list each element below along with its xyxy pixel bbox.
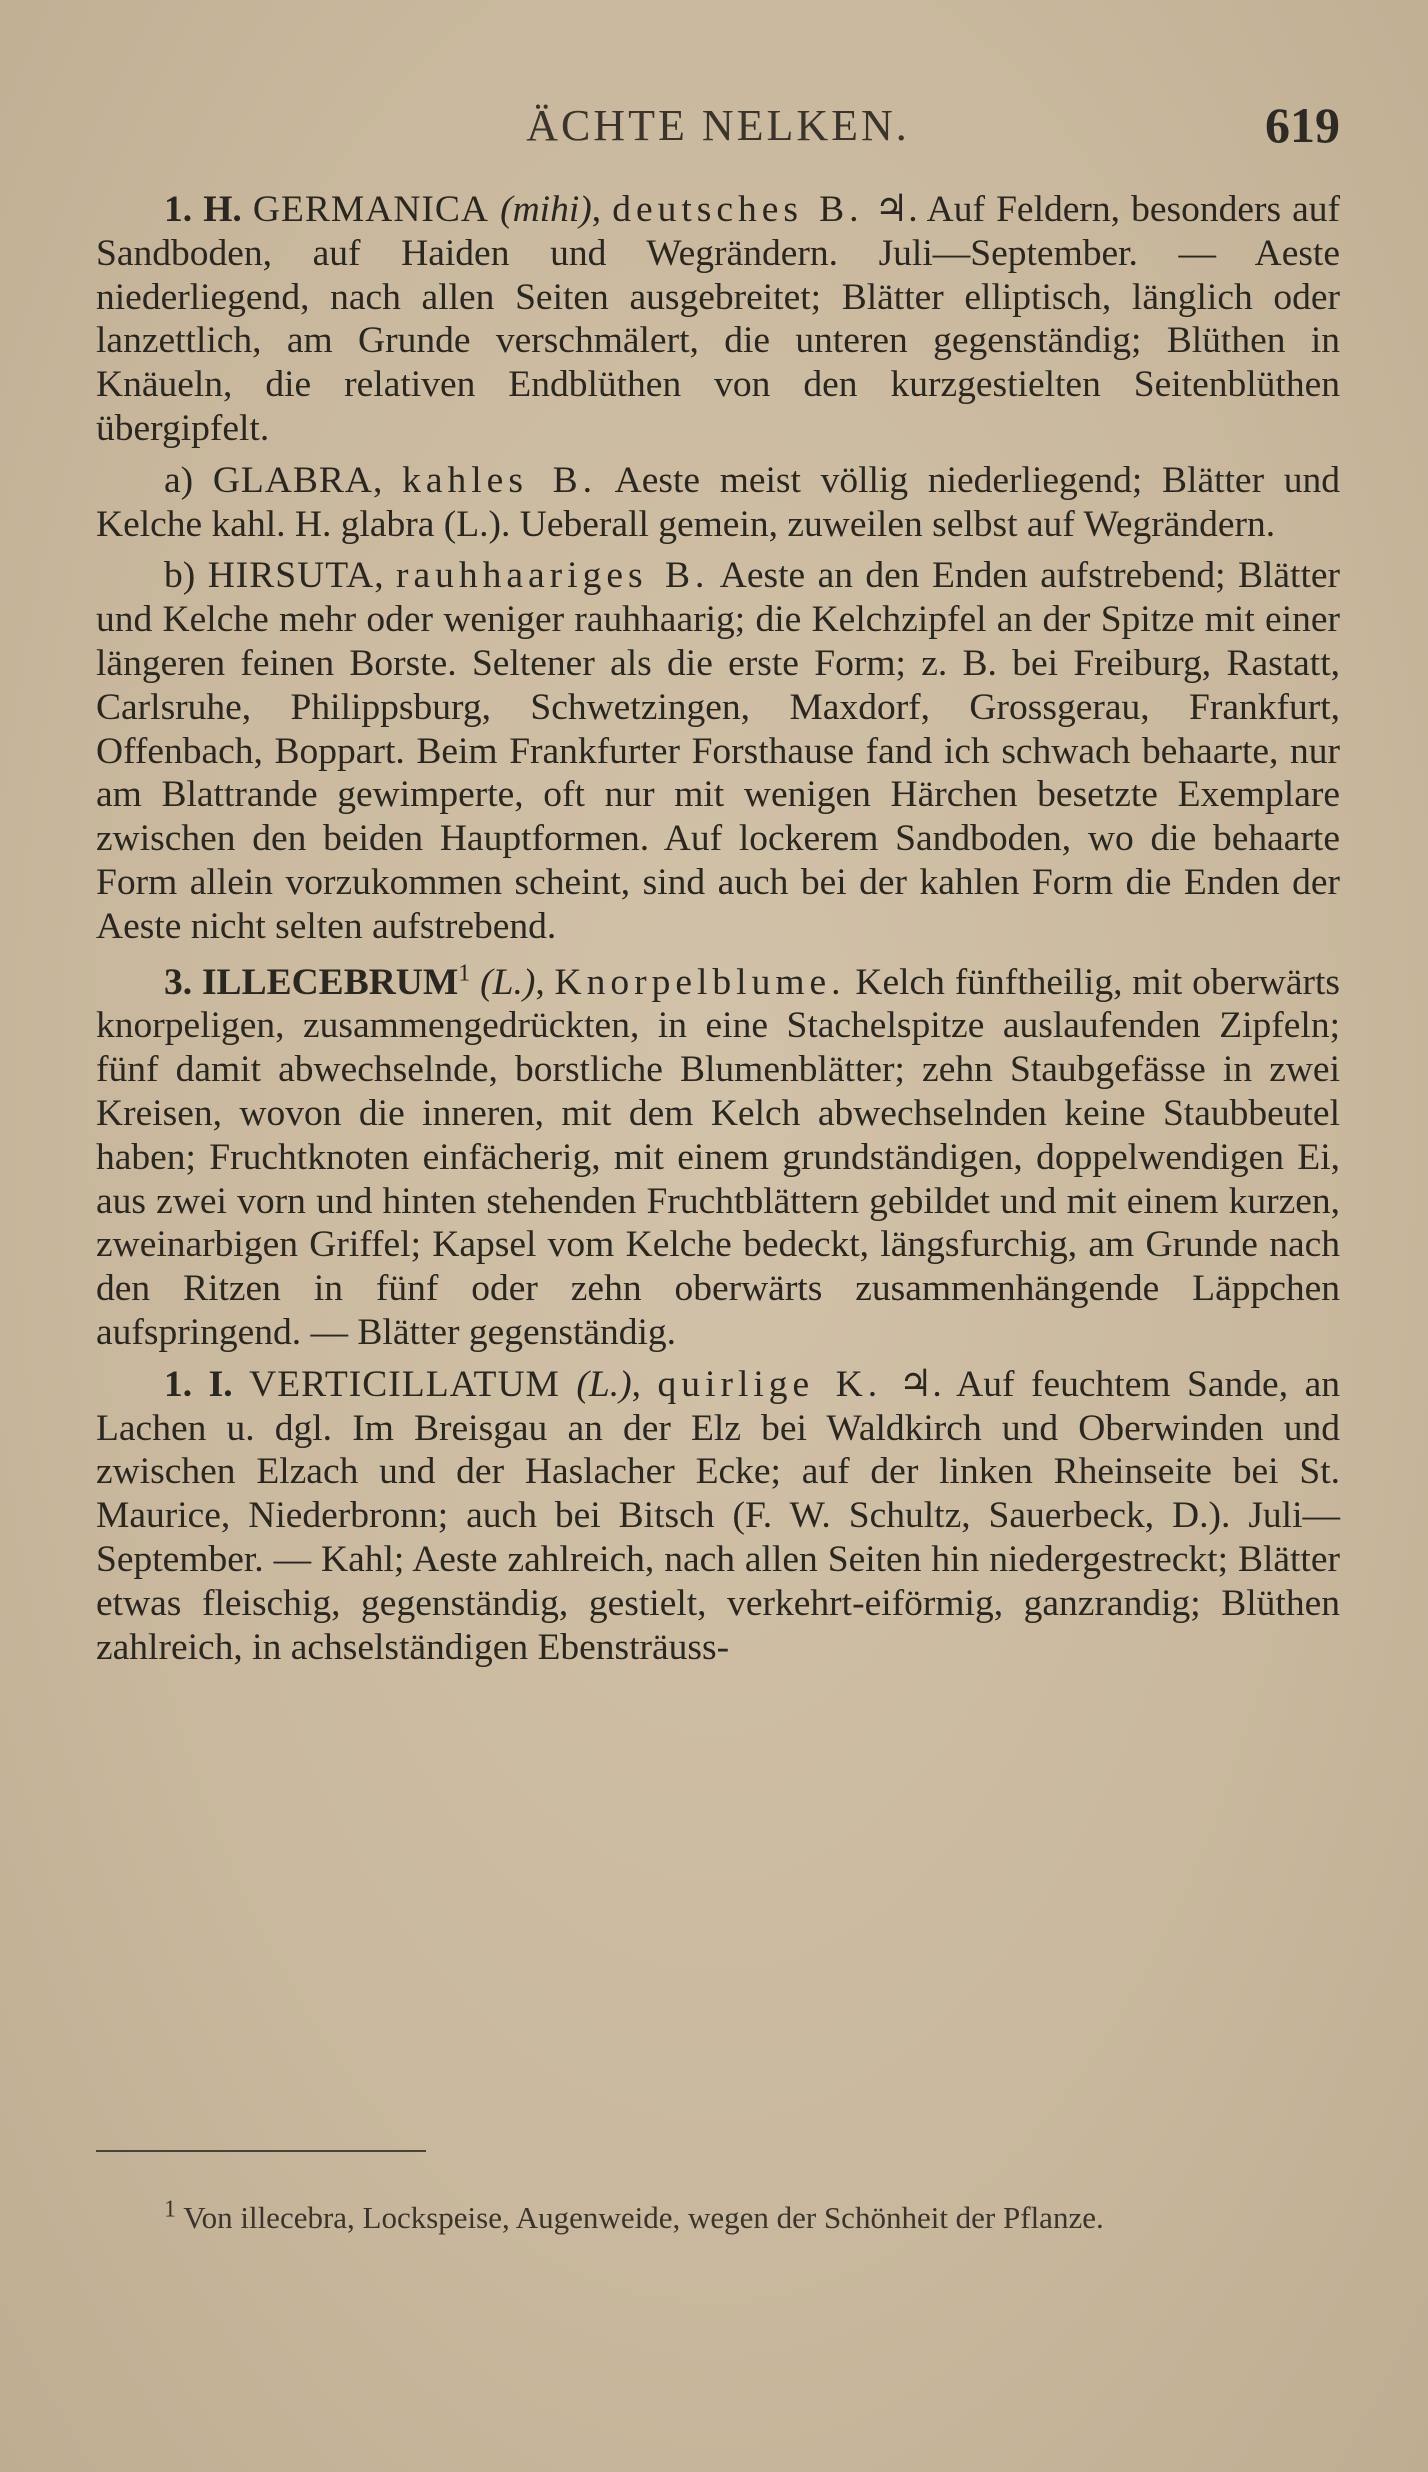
paragraph-hirsuta: b) HIRSUTA, rauhhaariges B. Aeste an den Enden aufstrebend; Blätter und Kelche mehr oder weniger rauhhaarig; die Kelchzipfel an der Spitze mit einer längeren feinen Borste. Seltener als die erste Form; z. B. bei Freiburg, Rastatt, Carlsruhe, Philippsburg, Schwetzingen, Maxdorf, Grossgerau, Frankfurt, Offenbach, Boppart. Beim Frankfurter Forsthause fand ich schwach behaarte, nur am Blattrande gewimperte, oft nur mit wenigen Härchen besetzte Exemplare zwischen den beiden Hauptformen. Auf lockerem Sandboden, wo die behaarte Form allein vorzukommen scheint, sind auch bei der kahlen Form die Enden der Aeste nicht selten aufstrebend. xyxy=(96,555,1341,947)
variety-name: GLABRA xyxy=(212,459,374,501)
page-header xyxy=(96,97,1340,160)
paragraph-glabra: a) GLABRA, kahles B. Aeste meist völlig niederliegend; Blätter und Kelche kahl. H. glabra (L.). Ueberall gemein, zuweilen selbst auf Wegrändern. xyxy=(96,459,1341,545)
paragraph-text: ♃. Auf feuchtem Sande, an Lachen u. dgl. Im Breisgau an der Elz bei Waldkirch und Oberwinden und zwischen Elzach und der Haslacher Ecke; auf der linken Rheinseite bei St. Maurice, Niederbronn; auch bei Bitsch (F. W. Schultz, Sauerbeck, D.). Juli—September. — Kahl; Aeste zahlreich, nach allen Seiten hin niedergestreckt; Blätter etwas fleischig, gegenständig, gestielt, verkehrt-eiförmig, ganzrandig; Blüthen zahlreich, in achselständigen Ebensträuss- xyxy=(96,1363,1340,1668)
footnote xyxy=(96,2198,1340,2238)
footnote-number: 1 xyxy=(164,2196,176,2223)
paragraph-text: ♃. Auf Feldern, besonders auf Sandboden, auf Haiden und Wegrändern. Juli—September. — Aeste niederliegend, nach allen Seiten ausgebreitet; Blätter elliptisch, länglich oder lanzettlich, am Grunde verschmälert, die unteren gegenständig; Blüthen in Knäueln, die relativen Endblüthen von den kurzgestielten Seitenblüthen übergipfelt. xyxy=(96,189,1341,449)
paragraph-text: Kelch fünftheilig, mit oberwärts knorpeligen, zusammengedrückten, in eine Stachelspitze auslaufenden Zipfeln; fünf damit abwechselnde, borstliche Blumenblätter; zehn Staubgefässe in zwei Kreisen, wovon die inneren, mit dem Kelch abwechselnden keine Staubbeutel haben; Fruchtknoten einfächerig, mit einem grundständigen, doppelwendigen Ei, aus zwei vorn und hinten stehenden Fruchtblättern gebildet und mit einem kurzen, zweinarbigen Griffel; Kapsel vom Kelche bedeckt, längsfurchig, am Grunde nach den Ritzen in fünf oder zehn oberwärts zusammenhängende Läppchen aufspringend. — Blätter gegenständig. xyxy=(96,961,1340,1353)
variety-letter: a) xyxy=(164,459,194,501)
authority: (mihi) xyxy=(500,189,592,230)
variety-letter: b) xyxy=(164,555,196,597)
species-name: GERMANICA xyxy=(252,189,489,230)
entry-number: 1. H. xyxy=(164,189,242,230)
common-name: deutsches B. xyxy=(612,189,864,230)
entry-number: 1. I. xyxy=(164,1363,233,1405)
footnote-rule xyxy=(96,2150,426,2152)
authority: (L.) xyxy=(480,961,536,1003)
page-number: 619 xyxy=(1265,97,1340,153)
paragraph-i-verticillatum: 1. I. VERTICILLATUM (L.), quirlige K. ♃. Auf feuchtem Sande, an Lachen u. dgl. Im Breisgau an der Elz bei Waldkirch und Oberwinden und zwischen Elzach und der Haslacher Ecke; auf der linken Rheinseite bei St. Maurice, Niederbronn; auch bei Bitsch (F. W. Schultz, Sauerbeck, D.). Juli—September. — Kahl; Aeste zahlreich, nach allen Seiten hin niedergestreckt; Blätter etwas fleischig, gegenständig, gestielt, verkehrt-eiförmig, ganzrandig; Blüthen zahlreich, in achselständigen Ebensträuss- xyxy=(96,1363,1340,1668)
paragraph-illecebrum: 3. ILLECEBRUM$^1$ (L.), Knorpelblume. Kelch fünftheilig, mit oberwärts knorpeligen, zusammengedrückten, in eine Stachelspitze auslaufenden Zipfeln; fünf damit abwechselnde, borstliche Blumenblätter; zehn Staubgefässe in zwei Kreisen, wovon die inneren, mit dem Kelch abwechselnden keine Staubbeutel haben; Fruchtknoten einfächerig, mit einem grundständigen, doppelwendigen Ei, aus zwei vorn und hinten stehenden Fruchtblättern gebildet und mit einem kurzen, zweinarbigen Griffel; Kapsel vom Kelche bedeckt, längsfurchig, am Grunde nach den Ritzen in fünf oder zehn oberwärts zusammenhängende Läppchen aufspringend. — Blätter gegenständig. xyxy=(96,960,1340,1353)
common-name: kahles B. xyxy=(402,459,597,501)
paragraph-text: Aeste meist völlig niederliegend; Blätter und Kelche kahl. H. glabra (L.). Ueberall gemein, zuweilen selbst auf Wegrändern. xyxy=(96,459,1341,545)
species-name: VERTICILLATUM xyxy=(249,1363,560,1405)
authority: (L.) xyxy=(576,1363,632,1405)
paragraph-text: Aeste an den Enden aufstrebend; Blätter und Kelche mehr oder weniger rauhhaarig; die Kelchzipfel an der Spitze mit einer längeren feinen Borste. Seltener als die erste Form; z. B. bei Freiburg, Rastatt, Carlsruhe, Philippsburg, Schwetzingen, Maxdorf, Grossgerau, Frankfurt, Offenbach, Boppart. Beim Frankfurter Forsthause fand ich schwach behaarte, nur am Blattrande gewimperte, oft nur mit wenigen Härchen besetzte Exemplare zwischen den beiden Hauptformen. Auf lockerem Sandboden, wo die behaarte Form allein vorzukommen scheint, sind auch bei der kahlen Form die Enden der Aeste nicht selten aufstrebend. xyxy=(96,555,1341,947)
footnote-marker: 1 xyxy=(458,960,471,987)
running-head: ÄCHTE NELKEN. xyxy=(526,101,910,150)
variety-name: HIRSUTA xyxy=(207,555,375,597)
genus-heading: 3. ILLECEBRUM xyxy=(164,961,459,1003)
common-name: Knorpelblume. xyxy=(554,961,846,1003)
footnote-text: Von illecebra, Lockspeise, Augenweide, wegen der Schönheit der Pflanze. xyxy=(183,2200,1104,2235)
paragraph-h-germanica: 1. H. GERMANICA (mihi), deutsches B. ♃. Auf Feldern, besonders auf Sandboden, auf Haiden und Wegrändern. Juli—September. — Aeste niederliegend, nach allen Seiten ausgebreitet; Blätter elliptisch, länglich oder lanzettlich, am Grunde verschmälert, die unteren gegenständig; Blüthen in Knäueln, die relativen Endblüthen von den kurzgestielten Seitenblüthen übergipfelt. xyxy=(96,189,1341,449)
common-name: rauhhaariges B. xyxy=(396,555,710,597)
common-name: quirlige K. xyxy=(657,1363,883,1405)
body-text xyxy=(96,188,1340,1677)
